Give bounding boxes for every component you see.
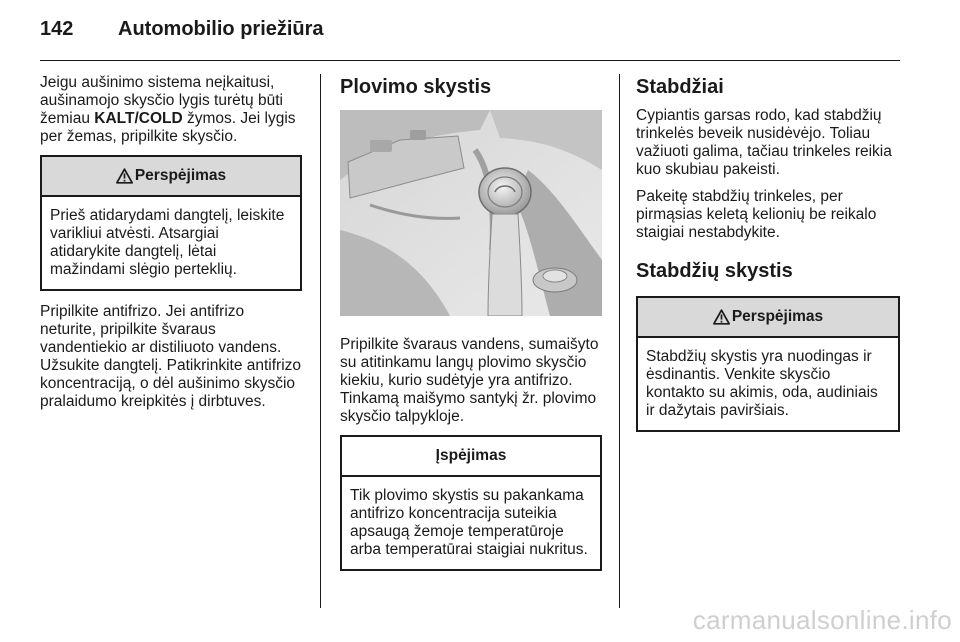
washer-fluid-paragraph: Pripilkite švaraus vandens, sumaišyto su atitinkamu langų plovimo skysčio kiekiu, kurio sudėtyje yra antifrizo. Tinkamą maišymo santykį žr. plovimo skysčio talpykloje. [340,336,599,425]
column-washer-fluid [340,74,602,583]
washer-fluid-heading: Plovimo skystis [340,76,492,98]
coolant-refill-paragraph: Pripilkite antifrizo. Jei antifrizo neturite, pripilkite švaraus vandentiekio ar distiliuoto vandens. Užsukite dangtelį. Patikrinkite antifrizo koncentraciją, o dėl aušinimo skysčio pralaidumo kreipkitės į dirbtuves. [40,303,302,410]
column-divider [619,74,620,608]
column-coolant [40,74,302,420]
intro-text-end: žymos. Jei lygis per žemas, pripilkite skysčio. [40,110,296,145]
washer-reservoir-illustration [340,110,602,316]
warning-triangle-icon [713,309,730,325]
kalt-cold-mark: KALT/COLD [94,110,183,127]
page-number: 142 [40,18,74,40]
column-divider [320,74,321,608]
intro-text: Jeigu aušinimo sistema neįkaitusi, aušinamojo skysčio lygis turėtų būti žemiau [40,74,283,127]
page-header [40,18,324,50]
header-divider [40,60,900,61]
column-brakes [636,74,900,444]
notice-box [340,435,602,571]
brakes-paragraph-2: Pakeitę stabdžių trinkeles, per pirmąsias keletą kelionių be reikalo staigiai nestabdykite. [636,188,877,241]
brakes-paragraph-1: Cypiantis garsas rodo, kad stabdžių trinkelės beveik nusidėvėjo. Toliau važiuoti galima, tačiau trinkeles reikia kuo skubiau pakeisti. [636,107,892,178]
warning-box-header [42,157,300,197]
warning-triangle-icon [116,168,133,184]
warning-title: Perspėjimas [731,308,824,325]
brake-fluid-heading: Stabdžių skystis [636,260,793,282]
page-title: Automobilio priežiūra [118,18,324,40]
notice-box-header [342,437,600,477]
warning-box [636,296,900,432]
notice-title: Įspėjimas [435,447,507,464]
warning-box-header [638,298,898,338]
warning-text: Prieš atidarydami dangtelį, leiskite varikliui atvėsti. Atsargiai atidarykite dangtelį, lėtai mažindami slėgio perteklių. [50,207,285,278]
notice-text: Tik plovimo skystis su pakankama antifrizo koncentracija suteikia apsaugą žemoje temperatūroje arba temperatūrai staigiai nukritus. [350,487,588,558]
warning-title: Perspėjimas [134,167,227,184]
coolant-intro-paragraph [40,74,302,146]
brakes-heading: Stabdžiai [636,76,724,98]
warning-text: Stabdžių skystis yra nuodingas ir ėsdinantis. Venkite skysčio kontakto su akimis, oda, audiniais ir dažytais paviršiais. [646,348,878,419]
warning-box [40,155,302,291]
watermark: carmanualsonline.info [692,605,952,635]
